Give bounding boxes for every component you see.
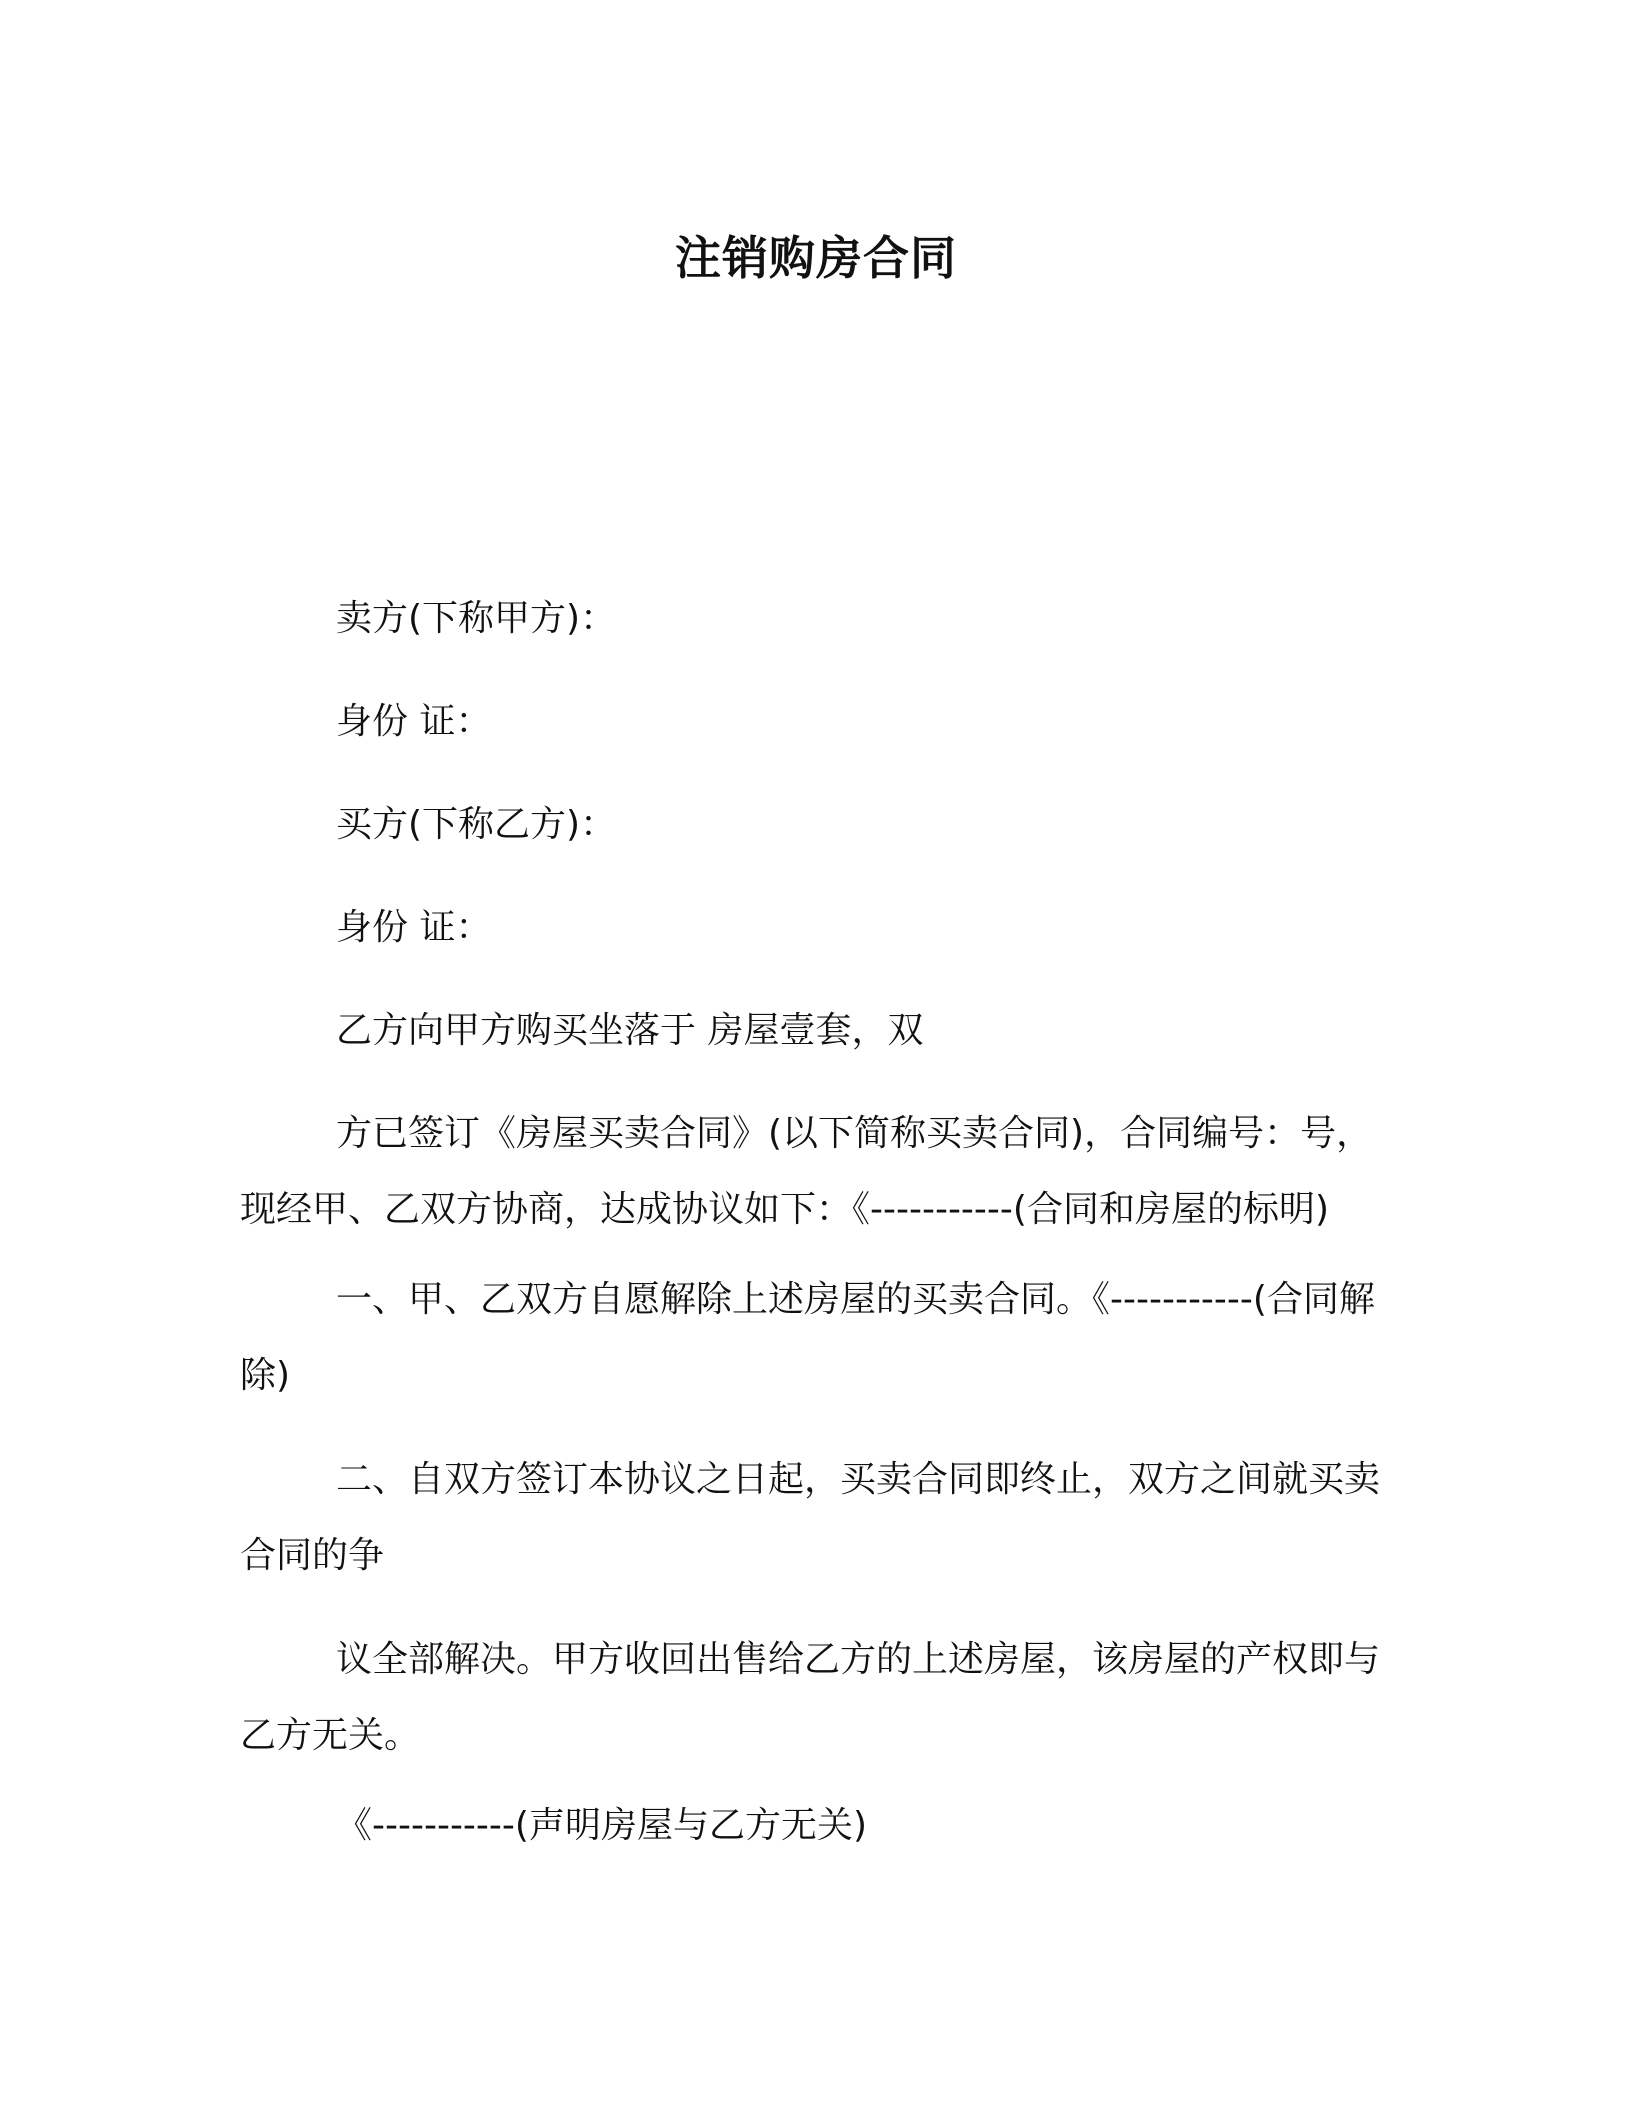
buyer-line: 买方(下称乙方)： — [336, 804, 617, 845]
clause-one-paragraph: 一、甲、乙双方自愿解除上述房屋的买卖合同。《-----------(合同解除) — [240, 1279, 1375, 1396]
contract-reference-paragraph: 方已签订《房屋买卖合同》(以下简称买卖合同)，合同编号：号，现经甲、乙双方协商，达成协议如下：《-----------(合同和房屋的标明) — [240, 1113, 1373, 1230]
purchase-paragraph: 乙方向甲方购买坐落于 房屋壹套，双 — [336, 1010, 924, 1051]
statement-paragraph: 《-----------(声明房屋与乙方无关) — [336, 1805, 867, 1846]
seller-id-line: 身份 证： — [336, 701, 492, 742]
document-title: 注销购房合同 — [675, 231, 957, 285]
clause-two-paragraph: 二、自双方签订本协议之日起，买卖合同即终止，双方之间就买卖合同的争 — [240, 1459, 1381, 1576]
seller-line: 卖方(下称甲方)： — [336, 598, 617, 639]
dispute-resolution-paragraph: 议全部解决。甲方收回出售给乙方的上述房屋，该房屋的产权即与乙方无关。 — [240, 1639, 1381, 1756]
buyer-id-line: 身份 证： — [336, 907, 492, 948]
